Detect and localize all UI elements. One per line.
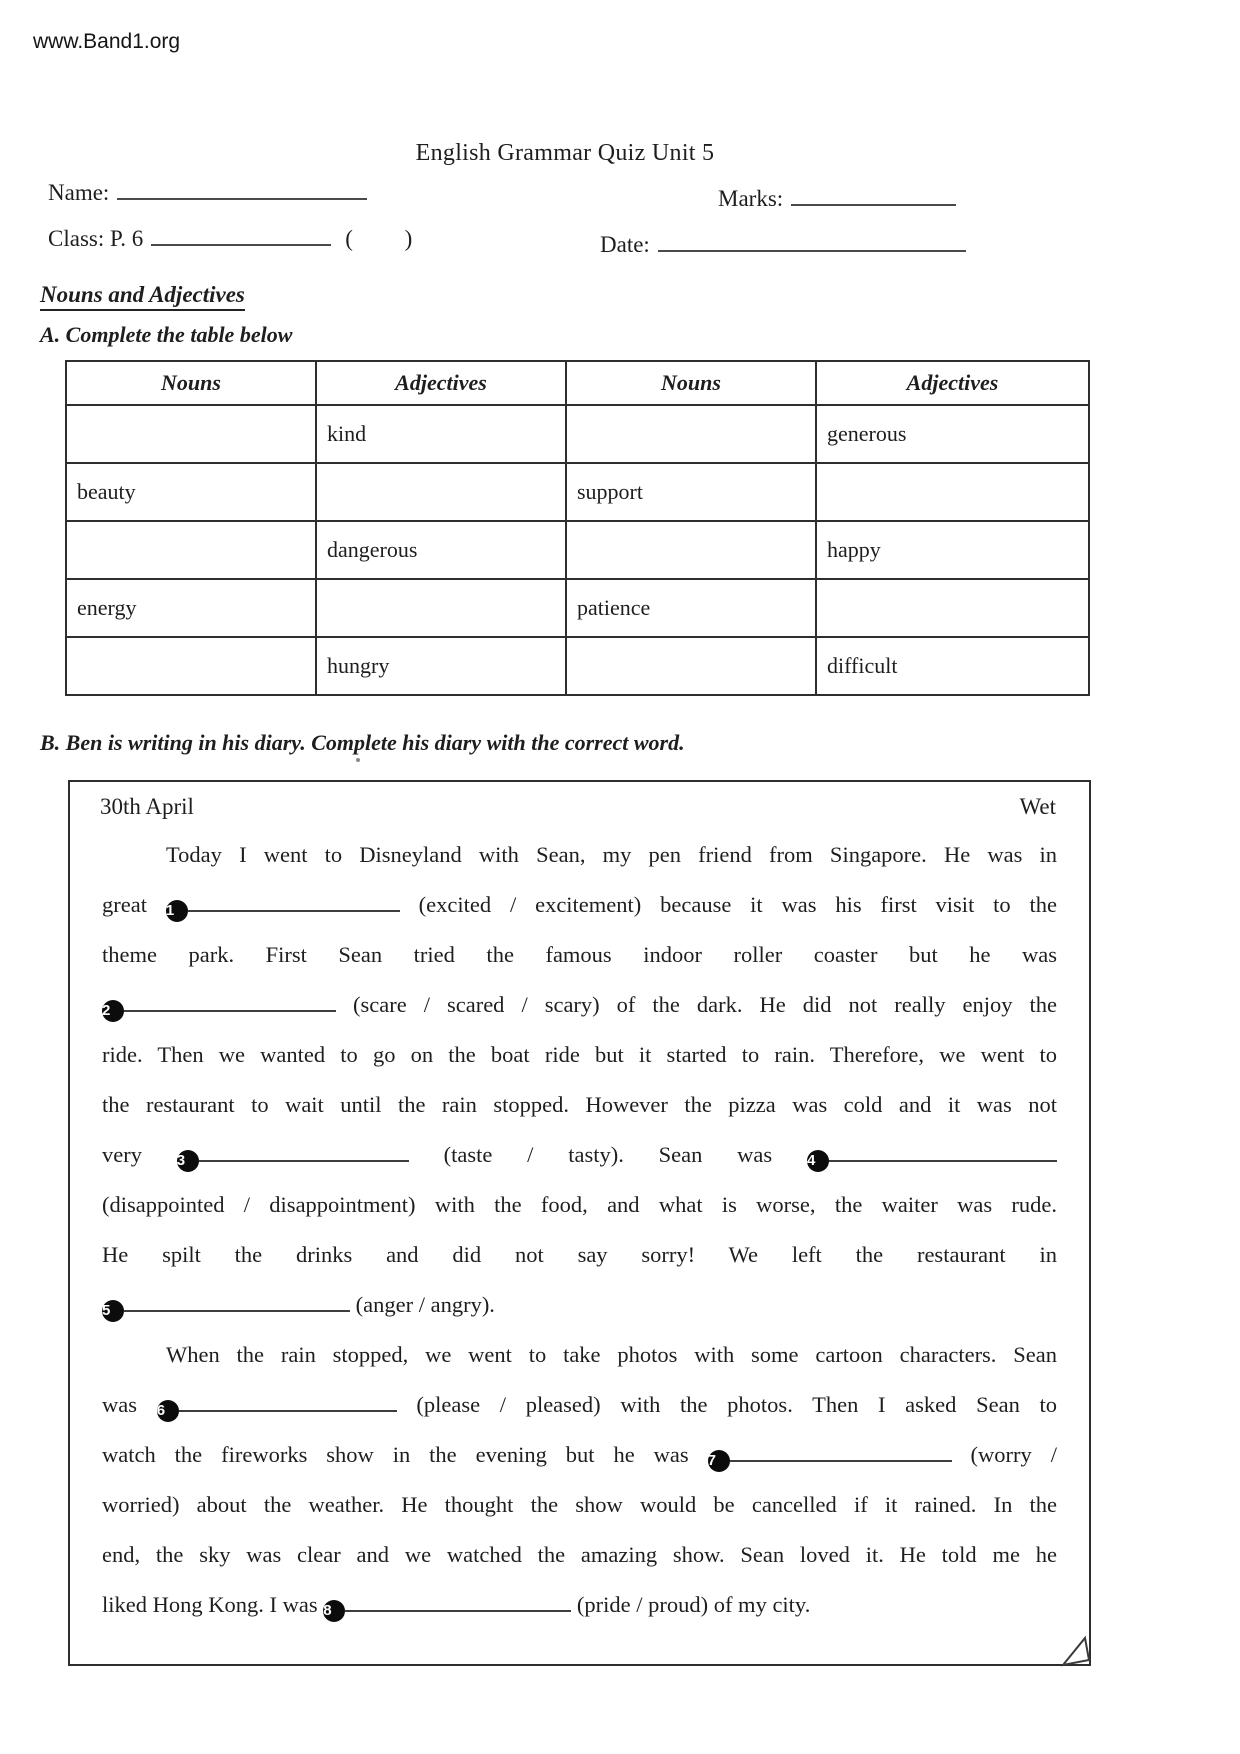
answer-cell: [816, 579, 1089, 637]
answer-blank: [199, 1146, 409, 1162]
word-cell: energy: [66, 579, 316, 637]
table-row: [66, 521, 1089, 579]
circled-number: 7: [708, 1450, 730, 1472]
section-heading: Nouns and Adjectives: [40, 282, 245, 311]
diary-line: great 1 (excited / excitement) because it was his first visit to the: [102, 880, 1057, 930]
circled-number: 4: [807, 1150, 829, 1172]
word-cell: support: [566, 463, 816, 521]
answer-blank: [188, 896, 400, 912]
site-url: www.Band1.org: [33, 30, 181, 53]
date-row: [600, 230, 966, 258]
part-b-instruction: B. Ben is writing in his diary. Complete his diary with the correct word.: [40, 730, 685, 755]
word-table-body: [66, 405, 1089, 695]
col-header-adjectives-right: Adjectives: [816, 361, 1089, 405]
diary-line: 5 (anger / angry).: [102, 1280, 1057, 1330]
diary-line: watch the fireworks show in the evening but he was 7 (worry /: [102, 1430, 1057, 1480]
diary-line: Today I went to Disneyland with Sean, my pen friend from Singapore. He was in: [166, 842, 1057, 867]
diary-line: (disappointed / disappointment) with the food, and what is worse, the waiter was rude.: [102, 1192, 1057, 1217]
diary-weather: Wet: [1019, 794, 1056, 819]
marks-label: Marks:: [718, 186, 784, 211]
word-cell: beauty: [66, 463, 316, 521]
table-row: [66, 405, 1089, 463]
diary-paragraph: [102, 1330, 1057, 1630]
diary-line: When the rain stopped, we went to take photos with some cartoon characters. Sean: [166, 1342, 1057, 1367]
answer-cell: [66, 637, 316, 695]
diary-line: worried) about the weather. He thought the show would be cancelled if it rained. In the: [102, 1492, 1057, 1517]
answer-cell: [316, 579, 566, 637]
col-header-adjectives-left: Adjectives: [316, 361, 566, 405]
circled-number: 1: [166, 900, 188, 922]
name-label: Name:: [48, 180, 110, 205]
answer-cell: [316, 463, 566, 521]
word-cell: patience: [566, 579, 816, 637]
table-row: [66, 463, 1089, 521]
diary-line: 2 (scare / scared / scary) of the dark. He did not really enjoy the: [102, 980, 1057, 1030]
diary-line: was 6 (please / pleased) with the photos. Then I asked Sean to: [102, 1380, 1057, 1430]
table-row: [66, 579, 1089, 637]
date-blank-line: [658, 230, 966, 252]
answer-cell: [816, 463, 1089, 521]
name-blank-line: [117, 178, 367, 200]
answer-cell: [566, 521, 816, 579]
answer-cell: [66, 405, 316, 463]
table-header-row: [66, 361, 1089, 405]
diary-line: theme park. First Sean tried the famous indoor roller coaster but he was: [102, 942, 1057, 967]
answer-blank: [345, 1596, 571, 1612]
diary-line: liked Hong Kong. I was 8 (pride / proud) of my city.: [102, 1580, 1057, 1630]
class-blank-line: [151, 224, 331, 246]
marks-blank-line: [791, 184, 956, 206]
nouns-adjectives-table: [65, 360, 1090, 696]
word-cell: hungry: [316, 637, 566, 695]
word-cell: generous: [816, 405, 1089, 463]
word-cell: happy: [816, 521, 1089, 579]
circled-number: 5: [102, 1300, 124, 1322]
diary-paragraph: [102, 830, 1057, 1330]
date-label: Date:: [600, 232, 650, 257]
diary-line: the restaurant to wait until the rain stopped. However the pizza was cold and it was not: [102, 1092, 1057, 1117]
diary-body: [70, 820, 1089, 1630]
class-label: Class: P. 6: [48, 226, 144, 251]
marks-row: [718, 184, 956, 212]
answer-cell: [566, 405, 816, 463]
part-a-instruction: A. Complete the table below: [40, 322, 293, 347]
circled-number: 8: [323, 1600, 345, 1622]
class-row: [48, 224, 412, 252]
diary-line: very 3 (taste / tasty). Sean was 4: [102, 1130, 1057, 1180]
diary-line: ride. Then we wanted to go on the boat ride but it started to rain. Therefore, we went to: [102, 1042, 1057, 1067]
col-header-nouns-right: Nouns: [566, 361, 816, 405]
answer-blank: [829, 1146, 1057, 1162]
table-row: [66, 637, 1089, 695]
answer-blank: [730, 1446, 952, 1462]
answer-cell: [66, 521, 316, 579]
answer-cell: [566, 637, 816, 695]
word-cell: kind: [316, 405, 566, 463]
diary-line: end, the sky was clear and we watched the amazing show. Sean loved it. He told me he: [102, 1542, 1057, 1567]
answer-blank: [124, 1296, 350, 1312]
diary-box: [68, 780, 1091, 1666]
word-cell: dangerous: [316, 521, 566, 579]
diary-line: He spilt the drinks and did not say sorry! We left the restaurant in: [102, 1242, 1057, 1267]
circled-number: 3: [177, 1150, 199, 1172]
diary-date: 30th April: [100, 794, 194, 819]
page-title: English Grammar Quiz Unit 5: [415, 140, 715, 166]
answer-blank: [124, 996, 336, 1012]
answer-blank: [179, 1396, 397, 1412]
circled-number: 6: [157, 1400, 179, 1422]
class-number-parens: ( ): [345, 226, 413, 251]
name-row: [48, 178, 367, 206]
diary-header: [70, 782, 1089, 820]
circled-number: 2: [102, 1000, 124, 1022]
col-header-nouns-left: Nouns: [66, 361, 316, 405]
word-cell: difficult: [816, 637, 1089, 695]
corner-flag-mark: [1061, 1635, 1093, 1667]
scan-speckle: [356, 758, 360, 762]
